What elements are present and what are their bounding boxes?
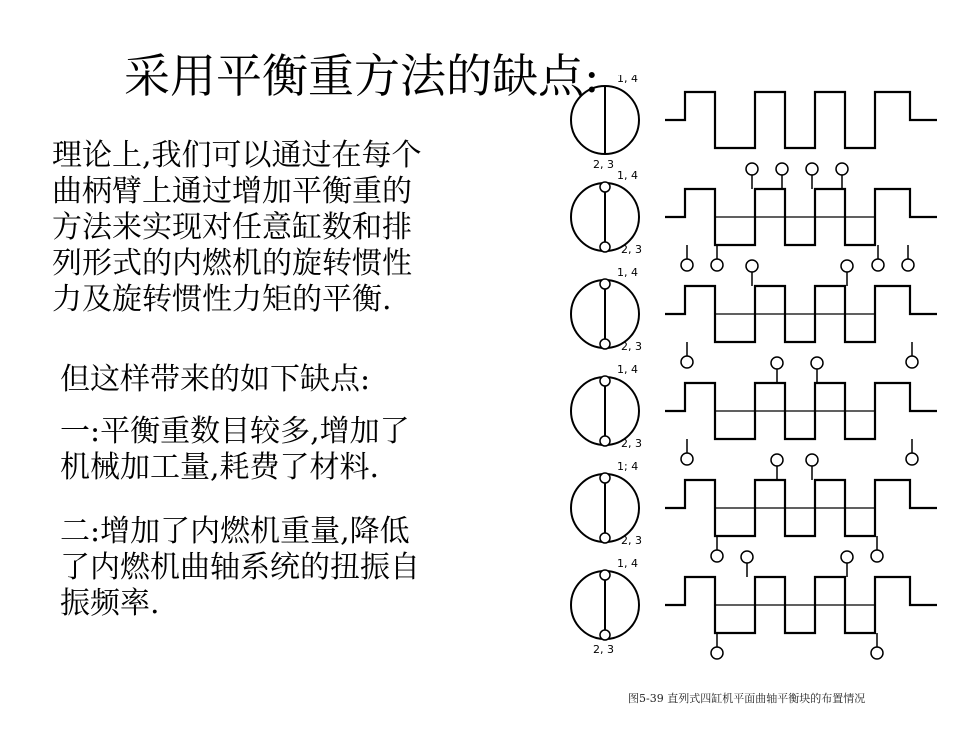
counterweight [711,259,723,271]
counterweight [746,260,758,272]
paragraph-theory [52,138,422,318]
cylinder-label-top: 1, 4 [617,557,638,570]
counterweight [902,259,914,271]
counterweight [871,647,883,659]
text-line: 二:增加了内燃机重量,降低 [60,514,410,549]
cylinder-label-top: 1, 4 [617,169,638,182]
crank-weight-bottom [600,630,610,640]
counterweight [906,453,918,465]
counterweight [811,357,823,369]
cylinder-label-bottom: 2, 3 [621,243,642,256]
counterweight [776,163,788,175]
crank-weight-top [600,279,610,289]
text-line: 振频率. [60,586,160,621]
slide-title: 采用平衡重方法的缺点: [124,49,600,103]
counterweight [906,356,918,368]
paragraph-drawback-2 [60,514,420,622]
crank-weight-top [600,376,610,386]
cylinder-label-top: 1, 4 [617,266,638,279]
paragraph-intro [60,362,370,398]
crank-weight-bottom [600,339,610,349]
counterweight [841,551,853,563]
crank-weight-bottom [600,242,610,252]
crank-weight-top [600,473,610,483]
counterweight [681,356,693,368]
counterweight [836,163,848,175]
text-line: 机械加工量,耗费了材料. [60,450,380,485]
counterweight [681,453,693,465]
text-line: 力及旋转惯性力矩的平衡. [52,282,392,317]
figure-caption: 图5-39 直列式四缸机平面曲轴平衡块的布置情况 [628,692,866,705]
cylinder-label-bottom: 2, 3 [621,534,642,547]
text-line: 曲柄臂上通过增加平衡重的 [52,174,412,209]
counterweight [841,260,853,272]
counterweight [711,647,723,659]
crankshaft-line [665,92,937,148]
cylinder-label-bottom: 2, 3 [593,643,614,656]
counterweight [872,259,884,271]
cylinder-label-top: 1, 4 [617,75,638,85]
cylinder-label-bottom: 2, 3 [593,158,614,171]
crank-weight-bottom [600,533,610,543]
text-line: 了内燃机曲轴系统的扭振自 [60,550,420,585]
text-line: 理论上,我们可以通过在每个 [52,138,422,173]
text-line: 一:平衡重数目较多,增加了 [60,414,410,449]
text-line: 但这样带来的如下缺点: [60,362,371,397]
crank-weight-bottom [600,436,610,446]
crank-weight-top [600,570,610,580]
counterweight [681,259,693,271]
crankshaft-counterweight-figure [565,75,945,675]
cylinder-label-top: 1; 4 [617,460,639,473]
counterweight [746,163,758,175]
counterweight [806,454,818,466]
counterweight [771,357,783,369]
counterweight [871,550,883,562]
counterweight [771,454,783,466]
cylinder-label-bottom: 2, 3 [621,340,642,353]
text-line: 列形式的内燃机的旋转惯性 [52,246,412,281]
paragraph-drawback-1 [60,414,410,486]
crank-weight-top [600,182,610,192]
counterweight [806,163,818,175]
counterweight [711,550,723,562]
counterweight [741,551,753,563]
text-line: 方法来实现对任意缸数和排 [52,210,412,245]
cylinder-label-bottom: 2, 3 [621,437,642,450]
cylinder-label-top: 1, 4 [617,363,638,376]
